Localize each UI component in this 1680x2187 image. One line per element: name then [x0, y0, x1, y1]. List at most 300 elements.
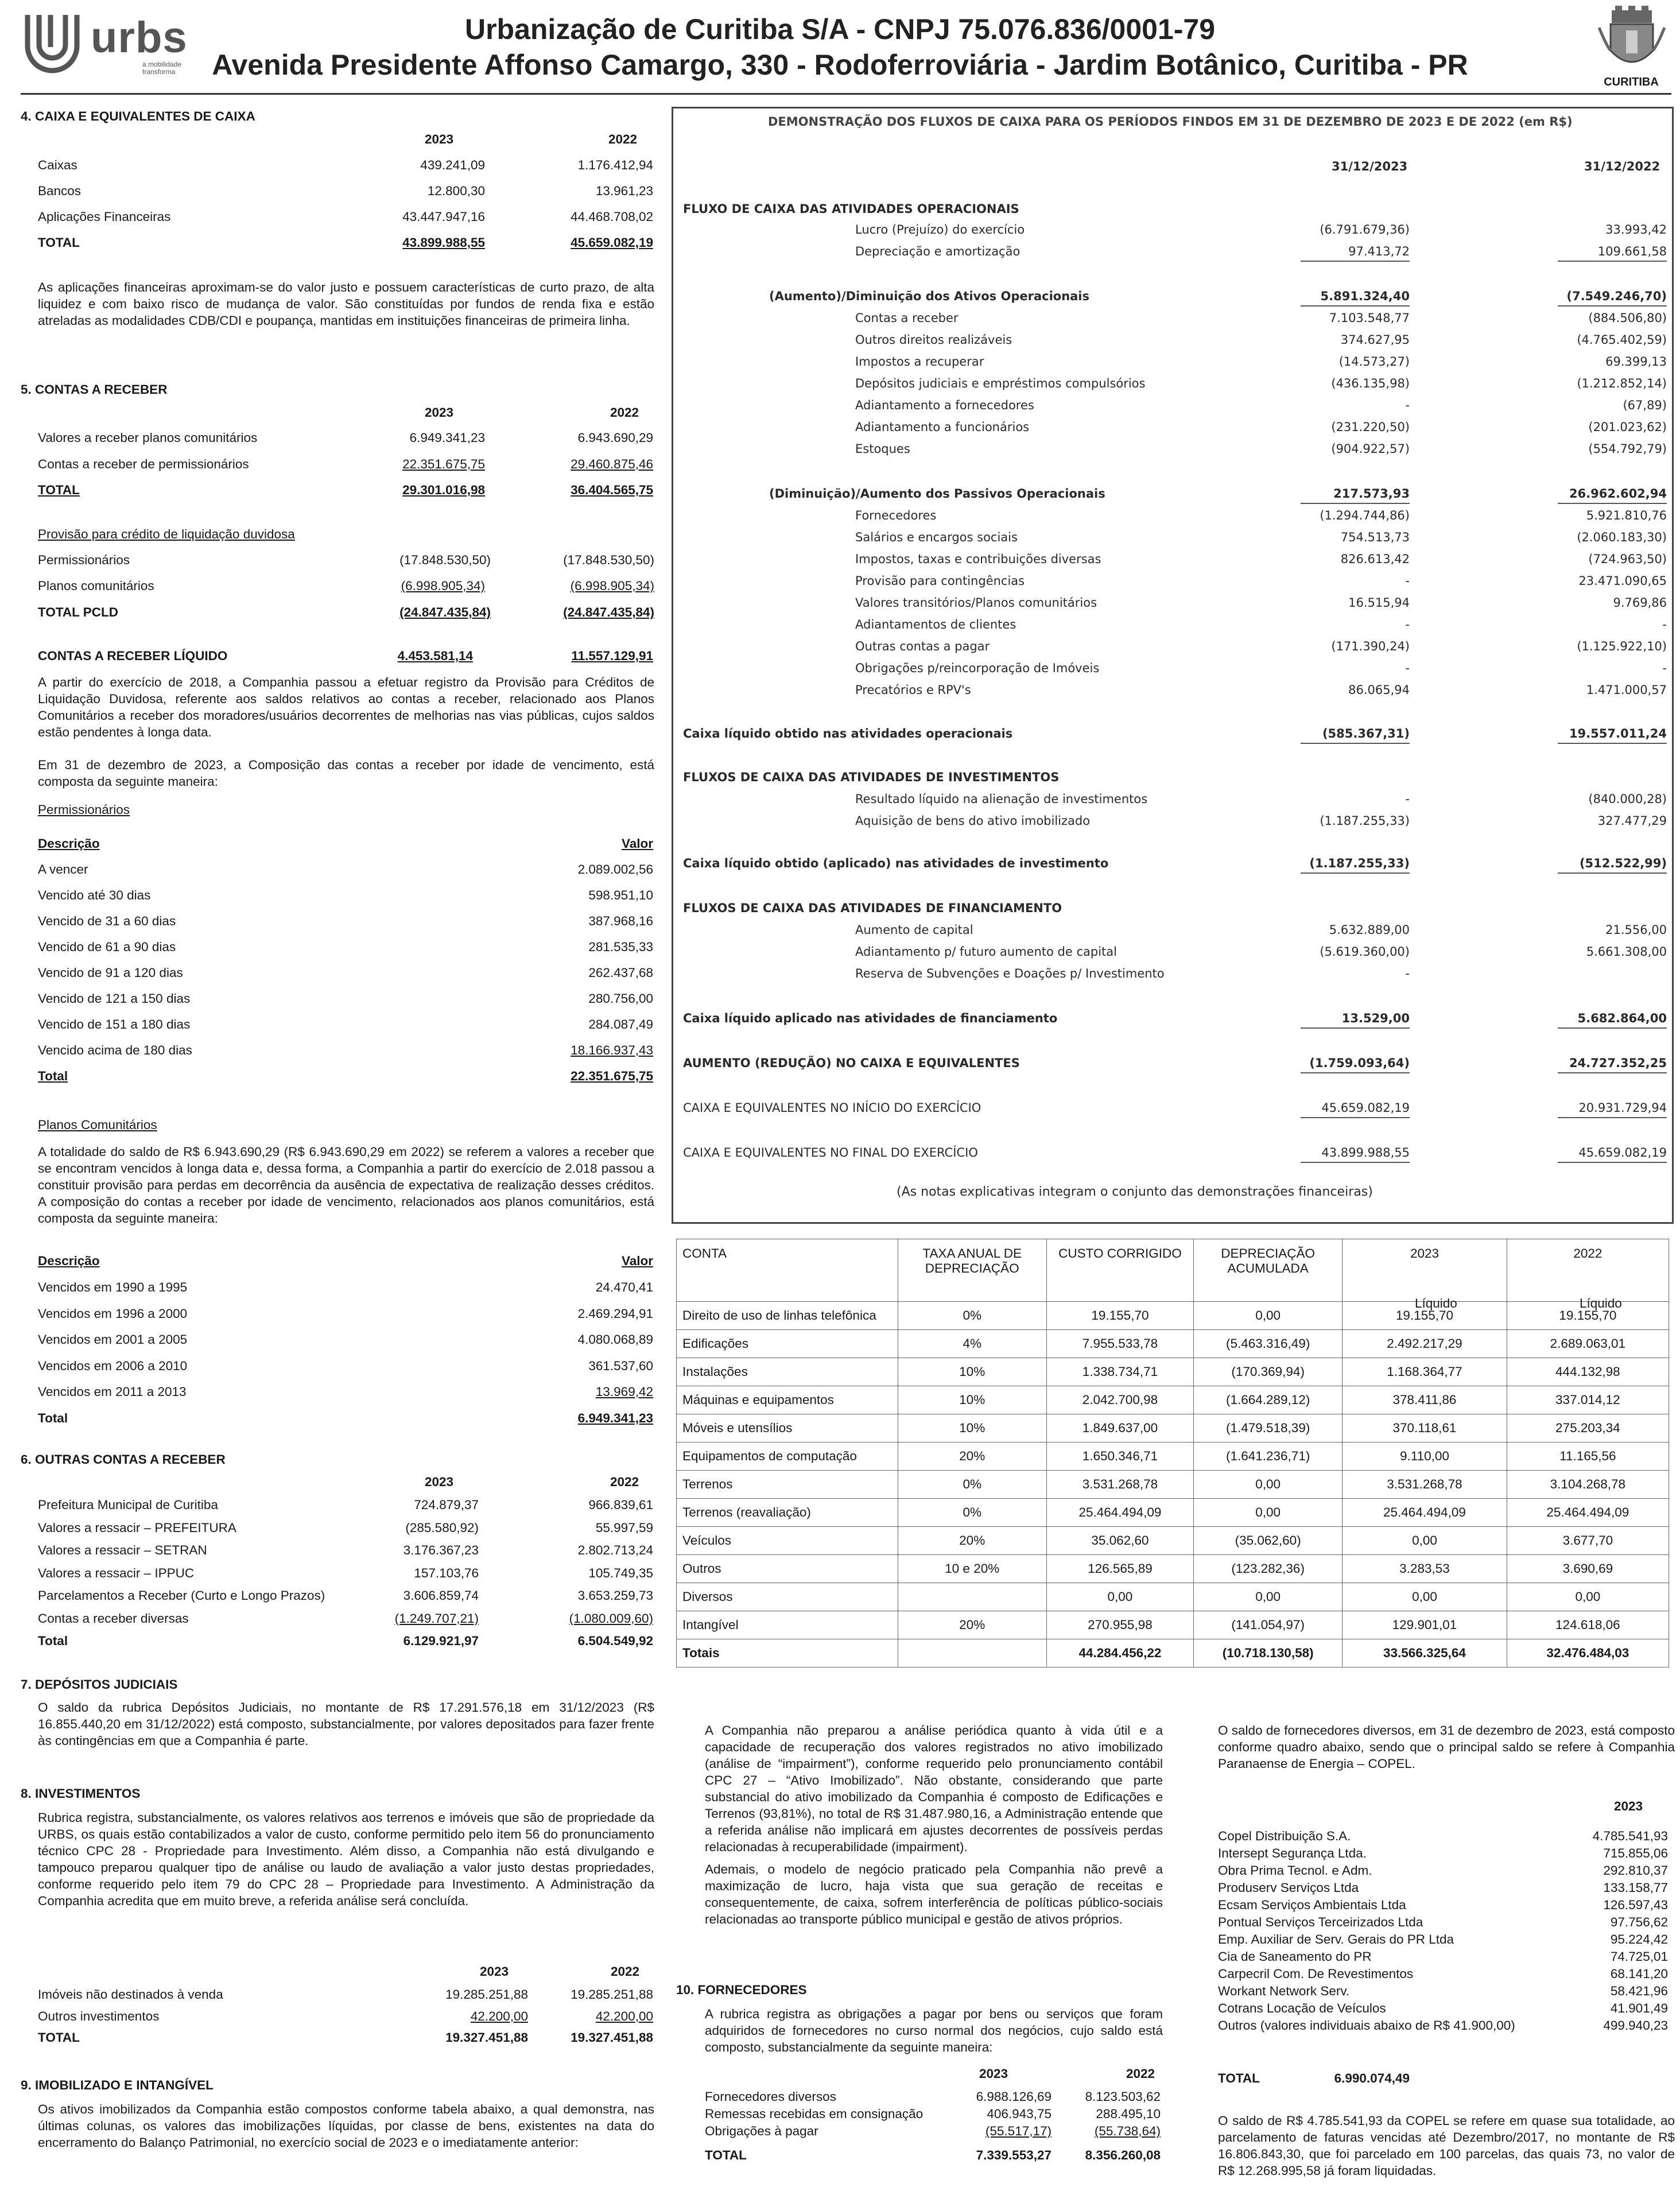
table-cell: 1.168.364,77: [1343, 1358, 1507, 1386]
table-row-label: Valores a receber planos comunitários: [38, 431, 258, 445]
underline-rule: [1301, 873, 1410, 874]
table-cell: 19.327.451,88: [445, 2030, 528, 2045]
table-row-label: Prefeitura Municipal de Curitiba: [38, 1498, 218, 1512]
cash-flow-value: 5.632.889,00: [1329, 923, 1410, 937]
table-cell: 133.158,77: [1603, 1880, 1668, 1895]
paragraph: O saldo de R$ 4.785.541,93 da COPEL se refere em quase sua totalidade, ao parcelamento de faturas vencidas até Dezembro/2017, no montante de R$ 16.806.843,30, que foi parcelado em 100 parcelas, das quais 73, no valor de R$ 12.268.995,58 já foram liquidadas.: [1218, 2114, 1675, 2178]
table-cell: 0%: [898, 1302, 1046, 1330]
table-cell: 11.165,56: [1507, 1443, 1669, 1471]
table-cell: Terrenos: [677, 1471, 898, 1499]
table-row: [677, 1302, 1669, 1330]
year-header: 2023: [425, 405, 454, 420]
table-row-label: Total: [38, 1634, 68, 1648]
column-header: 31/12/2022: [1584, 160, 1660, 173]
table-cell: [898, 1639, 1046, 1668]
table-cell: (24.847.435,84): [563, 605, 654, 619]
section-9-title: 9. IMOBILIZADO E INTANGÍVEL: [21, 2078, 214, 2092]
table-cell: 97.756,62: [1610, 1915, 1668, 1929]
table-row-label: Vencido de 31 a 60 dias: [38, 914, 176, 928]
underline-rule: [1558, 305, 1667, 307]
cash-flow-value: 826.613,42: [1340, 552, 1410, 566]
table-cell: 2.469.294,91: [577, 1306, 653, 1321]
table-cell: 406.943,75: [987, 2107, 1052, 2121]
table-cell: 0%: [898, 1499, 1046, 1527]
table-cell: 0,00: [1343, 1583, 1507, 1611]
cash-flow-row-label: (Aumento)/Diminuição dos Ativos Operacionais: [769, 289, 1090, 303]
table-cell: 58.421,96: [1610, 1984, 1668, 1998]
table-row-label: Vencido acima de 180 dias: [38, 1043, 192, 1057]
table-row-label: Outros investimentos: [38, 2009, 160, 2023]
column-header: CUSTO CORRIGIDO: [1046, 1239, 1193, 1302]
cash-flow-value: 327.477,29: [1597, 814, 1667, 828]
table-cell: 2.689.063,01: [1507, 1330, 1669, 1358]
table-cell: 3.283,53: [1343, 1555, 1507, 1583]
table-cell: 36.404.565,75: [571, 483, 653, 497]
table-row: [677, 1583, 1669, 1611]
table-cell: 19.285.251,88: [445, 1987, 528, 2002]
underline-rule: [1301, 1072, 1410, 1073]
cash-flow-value: (1.187.255,33): [1309, 856, 1410, 870]
table-cell: Máquinas e equipamentos: [677, 1386, 898, 1414]
table-cell: 13.969,42: [595, 1385, 653, 1399]
cash-flow-value: 5.661.308,00: [1586, 945, 1667, 959]
table-cell: 129.901,01: [1343, 1611, 1507, 1639]
cash-flow-row-label: Adiantamento a funcionários: [855, 420, 1030, 434]
table-row-label: Valores a ressacir – PREFEITURA: [38, 1520, 236, 1535]
table-row-label: Vencido de 91 a 120 dias: [38, 965, 183, 980]
table-cell: Veículos: [677, 1527, 898, 1555]
subsection-title: Provisão para crédito de liquidação duvidosa: [38, 527, 295, 541]
cash-flow-value: 43.899.988,55: [1321, 1146, 1410, 1160]
table-cell: 2.802.713,24: [577, 1543, 653, 1557]
cash-flow-row-label: Obrigações p/reincorporação de Imóveis: [855, 661, 1100, 675]
cash-flow-value: (904.922,57): [1331, 442, 1410, 456]
table-cell: (17.848.530,50): [563, 553, 654, 567]
table-cell: 7.339.553,27: [976, 2148, 1052, 2162]
cash-flow-row-label: Impostos, taxas e contribuições diversas: [855, 552, 1101, 566]
table-row-label: Emp. Auxiliar de Serv. Gerais do PR Ltda: [1218, 1932, 1454, 1946]
paragraph: As aplicações financeiras aproximam-se do valor justo e possuem características de curto prazo, de alta liquidez e com baixo risco de mudança de valor. São constituídas por fundos de renda fixa e estão atreladas as modalidades CDB/CDI e poupança, mantidas em instituições financeiras de primeira linha.: [38, 280, 654, 328]
table-cell: 444.132,98: [1507, 1358, 1669, 1386]
cash-flow-row-label: Precatórios e RPV's: [855, 683, 971, 697]
cash-flow-row-label: Impostos a recuperar: [855, 355, 984, 369]
section-6-title: 6. OUTRAS CONTAS A RECEBER: [21, 1452, 226, 1467]
cash-flow-value: 9.769,86: [1613, 596, 1667, 610]
table-cell: (24.847.435,84): [399, 605, 491, 619]
table-cell: 499.940,23: [1603, 2018, 1668, 2033]
table-cell: [898, 1583, 1046, 1611]
paragraph: A partir do exercício de 2018, a Companhia passou a efetuar registro da Provisão para Créditos de Liquidação Duvidosa, referente aos saldos relativos ao contas a receber, relacionado aos Planos Comunitários a receber dos moradores/usuários decorrentes de melhorias nas vias públicas, cujos saldos estão pendentes à longa data.: [38, 675, 654, 739]
cash-flow-value: (5.619.360,00): [1320, 945, 1410, 959]
cash-flow-value: 1.471.000,57: [1586, 683, 1667, 697]
cash-flow-row-label: Adiantamento a fornecedores: [855, 398, 1034, 412]
cash-flow-value: (14.573,27): [1338, 355, 1410, 369]
column-header: Descrição: [38, 836, 100, 851]
table-row-label: TOTAL: [38, 483, 80, 497]
table-cell: 281.535,33: [588, 940, 653, 954]
year-header: 2023: [979, 2066, 1008, 2081]
table-cell: 292.810,37: [1603, 1863, 1668, 1878]
table-cell: 337.014,12: [1507, 1386, 1669, 1414]
table-cell: Instalações: [677, 1358, 898, 1386]
underline-rule: [1301, 305, 1410, 307]
table-cell: 724.879,37: [414, 1498, 479, 1512]
column-subheader: Líquido: [1415, 1296, 1457, 1310]
cash-flow-row-label: CAIXA E EQUIVALENTES NO INÍCIO DO EXERCÍCIO: [683, 1101, 981, 1115]
cash-flow-row-label: AUMENTO (REDUÇÃO) NO CAIXA E EQUIVALENTES: [683, 1056, 1020, 1070]
underline-rule: [1301, 1027, 1410, 1029]
year-header: 2023: [1614, 1799, 1643, 1813]
cash-flow-value: 109.661,58: [1597, 245, 1667, 258]
underline-rule: [1558, 743, 1667, 744]
paragraph: Os ativos imobilizados da Companhia estão compostos conforme tabela abaixo, a qual demonstra, nas últimas colunas, os valores das imobilizações líquidas, por classe de bens, existentes na data do encerramento do Balanço Patrimonial, no exercício social de 2023 e o imediatamente anterior:: [38, 2102, 654, 2150]
cash-flow-value: 13.529,00: [1341, 1011, 1410, 1025]
table-row-label: TOTAL: [38, 2030, 80, 2045]
cash-flow-value: (4.765.402,59): [1577, 333, 1667, 347]
cash-flow-value: (1.125.922,10): [1577, 639, 1667, 653]
table-cell: 0,00: [1194, 1302, 1343, 1330]
year-header: 2023: [425, 132, 454, 146]
underline-rule: [1558, 503, 1667, 504]
table-cell: 10%: [898, 1414, 1046, 1443]
cash-flow-value: 19.557.011,24: [1569, 727, 1667, 740]
company-address: Avenida Presidente Affonso Camargo, 330 - Rodoferroviária - Jardim Botânico, Curitiba - PR: [212, 49, 1468, 81]
table-cell: 966.839,61: [588, 1498, 653, 1512]
table-cell: (6.998.905,34): [401, 579, 485, 593]
table-cell: (1.479.518,39): [1194, 1414, 1343, 1443]
table-cell: 1.338.734,71: [1046, 1358, 1193, 1386]
table-cell: 370.118,61: [1343, 1414, 1507, 1443]
table-row-label: Obrigações à pagar: [705, 2124, 818, 2138]
table-cell: 4%: [898, 1330, 1046, 1358]
underline-rule: [1558, 1072, 1667, 1073]
underline-rule: [1301, 503, 1410, 504]
table-cell: 41.901,49: [1610, 2001, 1668, 2015]
table-cell: 2.042.700,98: [1046, 1386, 1193, 1414]
column-header: Valor: [621, 1254, 653, 1268]
table-row-label: Vencido de 121 a 150 dias: [38, 991, 191, 1006]
table-cell: 25.464.494,09: [1046, 1499, 1193, 1527]
logo-tagline: a mobilidade transforma: [142, 60, 182, 76]
table-cell: 3.653.259,73: [577, 1588, 653, 1603]
cash-flow-row-label: Outras contas a pagar: [855, 639, 990, 653]
year-header: 2022: [608, 132, 638, 146]
cash-flow-value: 45.659.082,19: [1321, 1101, 1410, 1115]
table-cell: 0%: [898, 1471, 1046, 1499]
column-header: TAXA ANUAL DE DEPRECIAÇÃO: [898, 1239, 1046, 1302]
table-cell: 275.203,34: [1507, 1414, 1669, 1443]
cash-flow-value: 374.627,95: [1340, 333, 1410, 347]
table-row-label: Outros (valores individuais abaixo de R$ 41.900,00): [1218, 2018, 1515, 2033]
cash-flow-row-label: FLUXO DE CAIXA DAS ATIVIDADES OPERACIONAIS: [683, 202, 1019, 216]
table-row: [677, 1358, 1669, 1386]
cash-flow-value: -: [1405, 618, 1410, 631]
table-cell: 18.166.937,43: [571, 1043, 653, 1057]
table-cell: 10%: [898, 1386, 1046, 1414]
table-cell: 33.566.325,64: [1343, 1639, 1507, 1668]
table-cell: 11.557.129,91: [571, 649, 653, 663]
cash-flow-row-label: (Diminuição)/Aumento dos Passivos Operacionais: [769, 487, 1105, 501]
table-cell: 22.351.675,75: [571, 1069, 653, 1083]
cash-flow-value: (7.549.246,70): [1566, 289, 1667, 303]
cash-flow-row-label: Caixa líquido obtido nas atividades operacionais: [683, 727, 1013, 740]
cash-flow-value: -: [1405, 792, 1410, 806]
year-header: 2022: [611, 1964, 640, 1979]
cash-flow-value: (67,89): [1623, 398, 1667, 412]
table-cell: 6.988.126,69: [976, 2089, 1052, 2104]
table-cell: Equipamentos de computação: [677, 1443, 898, 1471]
column-header: DEPRECIAÇÃO ACUMULADA: [1194, 1239, 1343, 1302]
table-cell: 1.176.412,94: [577, 158, 653, 172]
cash-flow-value: -: [1405, 398, 1410, 412]
year-header: 2023: [425, 1475, 454, 1489]
table-row-label: Vencido de 151 a 180 dias: [38, 1017, 191, 1032]
cash-flow-value: (585.367,31): [1322, 727, 1410, 740]
table-cell: 19.155,70: [1507, 1302, 1669, 1330]
underline-rule: [1301, 1117, 1410, 1118]
table-cell: 32.476.484,03: [1507, 1639, 1669, 1668]
cash-flow-value: 7.103.548,77: [1329, 311, 1410, 325]
cash-flow-value: 5.891.324,40: [1320, 289, 1410, 303]
table-cell: 439.241,09: [420, 158, 485, 172]
cash-flow-value: (840.000,28): [1588, 792, 1667, 806]
cash-flow-row-label: Estoques: [855, 442, 910, 456]
table-row-label: Vencidos em 2006 a 2010: [38, 1358, 188, 1373]
table-cell: 44.468.708,02: [571, 210, 653, 224]
table-cell: 43.899.988,55: [402, 235, 485, 250]
table-cell: (10.718.130,58): [1194, 1639, 1343, 1668]
table-row-label: Contas a receber de permissionários: [38, 457, 249, 471]
cash-flow-row-label: Aumento de capital: [855, 923, 973, 937]
table-row: [677, 1443, 1669, 1471]
table-row-label: Planos comunitários: [38, 579, 154, 593]
year-header: 2022: [610, 1475, 639, 1489]
table-cell: 105.749,35: [588, 1565, 653, 1580]
cash-flow-value: 69.399,13: [1605, 355, 1667, 369]
table-cell: 10 e 20%: [898, 1555, 1046, 1583]
table-row-label: Pontual Serviços Terceirizados Ltda: [1218, 1915, 1423, 1929]
table-row-label: Parcelamentos a Receber (Curto e Longo Prazos): [38, 1588, 325, 1603]
subsection-title: Permissionários: [38, 802, 130, 817]
table-cell: Direito de uso de linhas telefônica: [677, 1302, 898, 1330]
year-header: 2022: [610, 405, 639, 420]
table-cell: 3.690,69: [1507, 1555, 1669, 1583]
cash-flow-row-label: Aquisição de bens do ativo imobilizado: [855, 814, 1091, 828]
paragraph: Em 31 de dezembro de 2023, a Composição das contas a receber por idade de vencimento, está composta da seguinte maneira:: [38, 758, 654, 789]
table-cell: (170.369,94): [1194, 1358, 1343, 1386]
table-row-label: Vencidos em 1996 a 2000: [38, 1306, 188, 1321]
cash-flow-row-label: FLUXOS DE CAIXA DAS ATIVIDADES DE FINANCIAMENTO: [683, 901, 1062, 915]
column-header: CONTA: [677, 1239, 898, 1302]
table-cell: 3.531.268,78: [1343, 1471, 1507, 1499]
table-row-label: TOTAL: [38, 235, 80, 250]
cash-flow-note: (As notas explicativas integram o conjunto das demonstrações financeiras): [897, 1185, 1373, 1199]
crest-label: CURITIBA: [1604, 76, 1659, 88]
table-row-label: Produserv Serviços Ltda: [1218, 1880, 1359, 1895]
section-7-title: 7. DEPÓSITOS JUDICIAIS: [21, 1677, 178, 1692]
table-cell: 19.285.251,88: [571, 1987, 653, 2002]
cash-flow-value: 26.962.602,94: [1569, 487, 1667, 501]
table-cell: 95.224,42: [1610, 1932, 1668, 1946]
table-cell: 157.103,76: [414, 1565, 479, 1580]
table-cell: Terrenos (reavaliação): [677, 1499, 898, 1527]
table-cell: Diversos: [677, 1583, 898, 1611]
table-cell: 6.129.921,97: [403, 1634, 479, 1648]
header-rule: [21, 93, 1671, 95]
table-cell: 42.200,00: [470, 2009, 528, 2023]
table-cell: 19.155,70: [1343, 1302, 1507, 1330]
table-cell: 6.943.690,29: [577, 431, 653, 445]
table-cell: 19.155,70: [1046, 1302, 1193, 1330]
table-row: [677, 1330, 1669, 1358]
table-cell: 0,00: [1046, 1583, 1193, 1611]
cash-flow-row-label: Reserva de Subvenções e Doações p/ Investimento: [855, 967, 1165, 980]
table-cell: 4.453.581,14: [397, 649, 473, 663]
paragraph: A rubrica registra as obrigações a pagar por bens ou serviços que foram adquiridos de fornecedores no curso normal dos negócios, cujo saldo está composto, substancialmente da seguinte maneira:: [705, 2007, 1163, 2054]
table-row-label: Carpecril Com. De Revestimentos: [1218, 1967, 1414, 1981]
cash-flow-row-label: Contas a receber: [855, 311, 959, 325]
logo-wordmark: urbs: [91, 13, 188, 62]
table-cell: 2.492.217,29: [1343, 1330, 1507, 1358]
cash-flow-value: (1.294.744,86): [1320, 509, 1410, 522]
section-4-title: 4. CAIXA E EQUIVALENTES DE CAIXA: [21, 109, 255, 123]
table-cell: (1.249.707,21): [394, 1611, 479, 1626]
cash-flow-title: DEMONSTRAÇÃO DOS FLUXOS DE CAIXA PARA OS PERÍODOS FINDOS EM 31 DE DEZEMBRO DE 2023 E DE 2022 (em R$): [768, 115, 1573, 129]
table-cell: Móveis e utensílios: [677, 1414, 898, 1443]
table-cell: 1.849.637,00: [1046, 1414, 1193, 1443]
table-cell: 20%: [898, 1443, 1046, 1471]
table-row-label: CONTAS A RECEBER LÍQUIDO: [38, 649, 228, 663]
table-cell: 262.437,68: [588, 965, 653, 980]
cash-flow-row-label: Lucro (Prejuízo) do exercício: [855, 223, 1025, 236]
table-cell: 270.955,98: [1046, 1611, 1193, 1639]
underline-rule: [1301, 743, 1410, 744]
cash-flow-row-label: Caixa líquido aplicado nas atividades de financiamento: [683, 1011, 1058, 1025]
cash-flow-value: -: [1662, 661, 1667, 675]
underline-rule: [1558, 1117, 1667, 1118]
column-subheader: Líquido: [1580, 1296, 1622, 1310]
paragraph: Ademais, o modelo de negócio praticado pela Companhia não prevê a maximização de lucro, haja vista que sua geração de receitas e consequentemente, de caixa, sofrem interferência de políticas público-sociais relacionadas ao transporte público municipal e gestão de ativos próprios.: [705, 1862, 1163, 1926]
table-cell: 715.855,06: [1603, 1846, 1668, 1860]
table-cell: (55.517,17): [985, 2124, 1052, 2138]
table-row-label: Valores a ressacir – IPPUC: [38, 1565, 195, 1580]
cash-flow-row-label: Adiantamento p/ futuro aumento de capital: [855, 945, 1117, 959]
table-row-label: Vencidos em 2001 a 2005: [38, 1332, 188, 1347]
underline-rule: [1558, 873, 1667, 874]
column-header: Descrição: [38, 1254, 100, 1268]
table-cell: Edificações: [677, 1330, 898, 1358]
cash-flow-row-label: Depósitos judiciais e empréstimos compulsórios: [855, 377, 1146, 390]
table-cell: 3.677,70: [1507, 1527, 1669, 1555]
table-row-label: Aplicações Financeiras: [38, 210, 171, 224]
year-header: 2022: [1126, 2066, 1155, 2081]
table-row-label: Workant Network Serv.: [1218, 1984, 1350, 1998]
table-cell: 126.565,89: [1046, 1555, 1193, 1583]
table-cell: 6.504.549,92: [577, 1634, 653, 1648]
table-cell: 9.110,00: [1343, 1443, 1507, 1471]
cash-flow-value: (231.220,50): [1331, 420, 1410, 434]
table-row-label: Valores a ressacir – SETRAN: [38, 1543, 207, 1557]
table-cell: 7.955.533,78: [1046, 1330, 1193, 1358]
cash-flow-value: (724.963,50): [1588, 552, 1667, 566]
cash-flow-value: (6.791.679,36): [1320, 223, 1410, 236]
table-cell: 4.785.541,93: [1592, 1829, 1668, 1843]
table-cell: (35.062,60): [1194, 1527, 1343, 1555]
table-cell: (285.580,92): [405, 1520, 479, 1535]
table-row-label: Total: [38, 1410, 68, 1425]
paragraph: O saldo de fornecedores diversos, em 31 de dezembro de 2023, está composto conforme quadro abaixo, sendo que o principal saldo se refere à Companhia Paranaense de Energia – COPEL.: [1218, 1723, 1675, 1771]
section-5-title: 5. CONTAS A RECEBER: [21, 382, 168, 397]
table-cell: Intangível: [677, 1611, 898, 1639]
cash-flow-value: 23.471.090,65: [1578, 574, 1667, 588]
table-cell: Outros: [677, 1555, 898, 1583]
cash-flow-value: -: [1405, 661, 1410, 675]
table-cell: 124.618,06: [1507, 1611, 1669, 1639]
table-cell: (6.998.905,34): [570, 579, 654, 593]
table-row-label: A vencer: [38, 862, 88, 877]
table-row: [677, 1611, 1669, 1639]
table-cell: 25.464.494,09: [1343, 1499, 1507, 1527]
table-cell: 378.411,86: [1343, 1386, 1507, 1414]
underline-rule: [1301, 261, 1410, 262]
table-row-label: Caixas: [38, 158, 77, 172]
table-cell: 4.080.068,89: [577, 1332, 653, 1347]
table-cell: 0,00: [1194, 1499, 1343, 1527]
column-header: 2023: [1343, 1239, 1507, 1302]
cash-flow-value: 21.556,00: [1605, 923, 1667, 937]
year-header: 2023: [480, 1964, 509, 1979]
table-cell: 68.141,20: [1610, 1967, 1668, 1981]
column-header: 2022: [1507, 1239, 1669, 1302]
cash-flow-value: (884.506,80): [1588, 311, 1667, 325]
table-cell: 0,00: [1194, 1583, 1343, 1611]
table-cell: 13.961,23: [595, 184, 653, 198]
table-cell: 0,00: [1194, 1471, 1343, 1499]
table-cell: 3.176.367,23: [403, 1543, 479, 1557]
cash-flow-row-label: Fornecedores: [855, 509, 937, 522]
cash-flow-row-label: FLUXOS DE CAIXA DAS ATIVIDADES DE INVESTIMENTOS: [683, 770, 1060, 784]
table-cell: 24.470,41: [595, 1280, 653, 1294]
cash-flow-row-label: Caixa líquido obtido (aplicado) nas atividades de investimento: [683, 856, 1109, 870]
table-row-label: TOTAL PCLD: [38, 605, 118, 619]
table-cell: (5.463.316,49): [1194, 1330, 1343, 1358]
cash-flow-row-label: Depreciação e amortização: [855, 245, 1021, 258]
table-cell: (55.738,64): [1094, 2124, 1161, 2138]
table-cell: 19.327.451,88: [571, 2030, 653, 2045]
cash-flow-value: 5.921.810,76: [1586, 509, 1667, 522]
table-cell: 0,00: [1343, 1527, 1507, 1555]
cash-flow-value: 33.993,42: [1605, 223, 1667, 236]
cash-flow-value: (1.212.852,14): [1577, 377, 1667, 390]
cash-flow-value: (436.135,98): [1331, 377, 1410, 390]
table-cell: 6.949.341,23: [577, 1410, 653, 1425]
table-cell: 35.062,60: [1046, 1527, 1193, 1555]
table-row-label: Obra Prima Tecnol. e Adm.: [1218, 1863, 1372, 1878]
underline-rule: [1558, 1162, 1667, 1163]
cash-flow-value: (201.023,62): [1588, 420, 1667, 434]
table-cell: 29.460.875,46: [571, 457, 653, 471]
table-row-label: Cia de Saneamento do PR: [1218, 1949, 1372, 1964]
table-cell: 598.951,10: [588, 888, 653, 902]
table-cell: Totais: [677, 1639, 898, 1668]
table-row-label: Copel Distribuição S.A.: [1218, 1829, 1351, 1843]
table-row-label: TOTAL: [705, 2148, 747, 2162]
section-8-title: 8. INVESTIMENTOS: [21, 1786, 141, 1801]
cash-flow-row-label: Valores transitórios/Planos comunitários: [855, 596, 1097, 610]
cash-flow-value: 20.931.729,94: [1578, 1101, 1667, 1115]
table-cell: 3.606.859,74: [403, 1588, 479, 1603]
table-row-label: Ecsam Serviços Ambientais Ltda: [1218, 1898, 1406, 1912]
